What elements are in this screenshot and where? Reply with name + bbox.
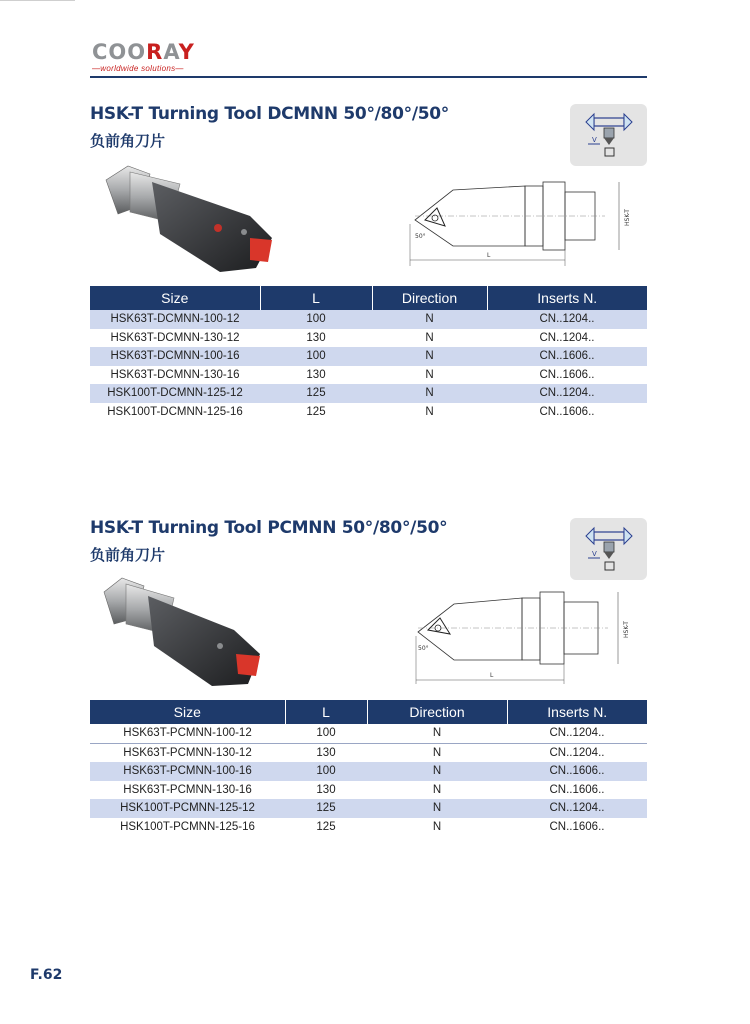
cell-size: HSK63T-DCMNN-130-12 xyxy=(110,331,240,344)
cell-inserts: CN..1204.. xyxy=(539,331,595,344)
svg-text:V: V xyxy=(592,136,597,144)
column-header-direction: Direction xyxy=(367,700,507,724)
cell-length: 100 xyxy=(316,727,336,740)
cell-direction: N xyxy=(372,347,487,366)
section2-dim-angle: 50° xyxy=(418,645,429,652)
cell-length: 130 xyxy=(306,368,326,381)
cell-length: 125 xyxy=(306,405,326,418)
table-row xyxy=(90,403,647,422)
cell-direction: N xyxy=(425,405,434,418)
cell-inserts: CN..1606.. xyxy=(507,762,647,781)
cell-size: HSK100T-DCMNN-125-12 xyxy=(90,384,260,403)
cell-direction: N xyxy=(372,310,487,329)
corner-rule xyxy=(0,0,75,1)
section1-tool-type-icon xyxy=(570,104,647,166)
cell-length: 125 xyxy=(316,820,336,833)
cell-length: 130 xyxy=(316,783,336,796)
cell-direction: N xyxy=(367,762,507,781)
cell-size: HSK100T-PCMNN-125-16 xyxy=(120,820,255,833)
cell-size: HSK63T-DCMNN-100-12 xyxy=(90,310,260,329)
column-header-size: Size xyxy=(90,286,260,310)
section2-title: HSK-T Turning Tool PCMNN 50°/80°/50° xyxy=(90,518,448,538)
section1-technical-drawing xyxy=(405,180,640,272)
column-header-inserts: Inserts N. xyxy=(507,700,647,724)
section1-dim-angle: 50° xyxy=(415,233,426,240)
cell-direction: N xyxy=(372,384,487,403)
column-header-l: L xyxy=(260,286,372,310)
cell-inserts: CN..1606.. xyxy=(539,368,595,381)
column-header-size: Size xyxy=(90,700,285,724)
cell-inserts: CN..1204.. xyxy=(487,310,647,329)
cell-length: 100 xyxy=(260,347,372,366)
section1-spec-table xyxy=(90,286,647,421)
table-row xyxy=(90,799,647,818)
cell-size: HSK63T-PCMNN-100-16 xyxy=(90,762,285,781)
cell-direction: N xyxy=(432,727,442,740)
column-header-inserts: Inserts N. xyxy=(487,286,647,310)
cell-length: 100 xyxy=(285,762,367,781)
section1-title: HSK-T Turning Tool DCMNN 50°/80°/50° xyxy=(90,104,449,124)
cell-direction: N xyxy=(367,743,507,762)
brand-tagline: —worldwide solutions— xyxy=(92,64,184,73)
cell-direction: N xyxy=(425,331,434,344)
cell-inserts: CN..1606.. xyxy=(539,405,595,418)
table-row xyxy=(90,762,647,781)
header-rule xyxy=(90,76,647,78)
section1-product-image xyxy=(100,162,280,282)
section2-spec-table xyxy=(90,700,647,836)
cell-inserts: CN..1204.. xyxy=(507,799,647,818)
cell-direction: N xyxy=(432,783,442,796)
section2-dim-height: HSK-T xyxy=(623,621,630,638)
cell-length: 130 xyxy=(306,331,326,344)
table-row xyxy=(90,781,647,800)
cell-direction: N xyxy=(432,820,442,833)
cell-size: HSK100T-DCMNN-125-16 xyxy=(107,405,243,418)
cell-direction: N xyxy=(367,799,507,818)
cell-inserts: CN..1606.. xyxy=(487,347,647,366)
cell-inserts: CN..1606.. xyxy=(549,783,605,796)
svg-text:V: V xyxy=(592,550,597,558)
cell-length: 130 xyxy=(285,743,367,762)
table-row xyxy=(90,384,647,403)
page-number: F.62 xyxy=(30,967,63,983)
section2-product-image xyxy=(100,574,270,692)
cell-size: HSK63T-PCMNN-100-12 xyxy=(123,727,252,740)
cell-size: HSK63T-DCMNN-130-16 xyxy=(110,368,240,381)
cell-inserts: CN..1204.. xyxy=(507,743,647,762)
table-row xyxy=(90,818,647,837)
cell-size: HSK63T-PCMNN-130-12 xyxy=(90,743,285,762)
table-row xyxy=(90,366,647,385)
column-header-l: L xyxy=(285,700,367,724)
cell-inserts: CN..1204.. xyxy=(487,384,647,403)
cell-inserts: CN..1606.. xyxy=(549,820,605,833)
section2-subtitle: 负前角刀片 xyxy=(90,546,166,564)
table-row xyxy=(90,347,647,366)
cell-length: 125 xyxy=(285,799,367,818)
section2-tool-type-icon xyxy=(570,518,647,580)
table-row xyxy=(90,329,647,348)
table-row xyxy=(90,310,647,329)
section2-dim-length: L xyxy=(490,672,494,679)
brand-logo: COORAY xyxy=(92,40,195,64)
cell-size: HSK63T-DCMNN-100-16 xyxy=(90,347,260,366)
cell-length: 100 xyxy=(260,310,372,329)
section1-subtitle: 负前角刀片 xyxy=(90,132,166,150)
section2-technical-drawing xyxy=(410,590,640,686)
cell-length: 125 xyxy=(260,384,372,403)
section1-dim-length: L xyxy=(487,252,491,259)
table-row xyxy=(90,743,647,762)
cell-size: HSK100T-PCMNN-125-12 xyxy=(90,799,285,818)
cell-inserts: CN..1204.. xyxy=(549,727,605,740)
cell-direction: N xyxy=(425,368,434,381)
section1-dim-height: HSK-T xyxy=(624,209,631,226)
cell-size: HSK63T-PCMNN-130-16 xyxy=(123,783,252,796)
table-row xyxy=(90,724,647,743)
column-header-direction: Direction xyxy=(372,286,487,310)
